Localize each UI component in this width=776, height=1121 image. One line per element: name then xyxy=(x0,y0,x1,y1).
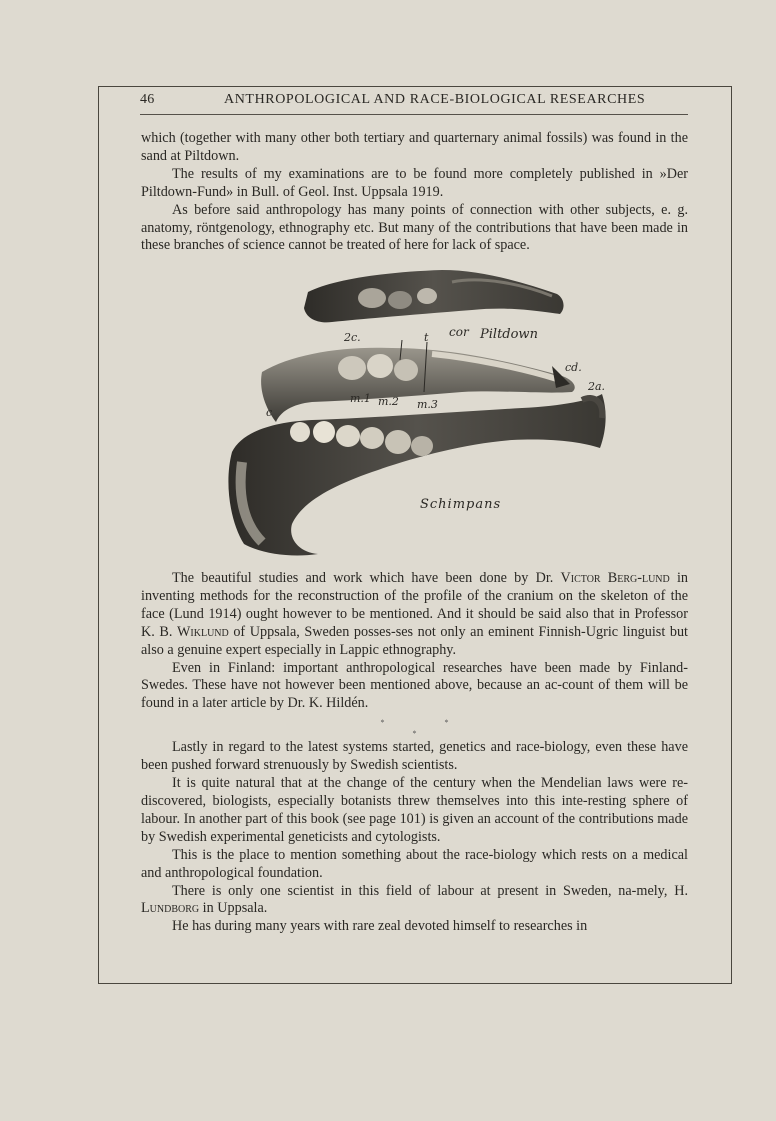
paragraph: As before said anthropology has many points of connection with other subjects, e. g. anatomy, röntgenology, ethnography etc. But many of the contributions that have been made in these branches of science cannot be treated of here for lack of space. xyxy=(141,201,688,254)
separator-star: * xyxy=(444,718,449,728)
paragraph: This is the place to mention something about the race-biology which rests on a medical and anthropological foundation. xyxy=(141,846,688,881)
label-t: t xyxy=(424,331,429,344)
label-m2: m.2 xyxy=(378,395,399,408)
running-title: ANTHROPOLOGICAL AND RACE-BIOLOGICAL RESEARCHES xyxy=(224,92,646,107)
body-text xyxy=(141,570,688,936)
upper-jaw-fragment xyxy=(304,270,564,322)
section-separator xyxy=(141,717,688,739)
text-run: There is only one scientist in this field of labour at present in Sweden, na-mely, H. xyxy=(172,882,688,899)
jaw-comparison-figure xyxy=(222,262,612,562)
header-rule xyxy=(140,114,688,115)
label-schimpans: Schimpans xyxy=(420,497,502,512)
text-run: The beautiful studies and work which have been done by Dr. xyxy=(172,570,561,586)
separator-star: * xyxy=(380,718,385,728)
text-run: in Uppsala. xyxy=(199,900,268,917)
label-2a: 2a. xyxy=(588,380,606,393)
running-header xyxy=(140,92,688,112)
chimpanzee-mandible xyxy=(228,394,605,556)
paragraph: which (together with many other both tertiary and quarternary animal fossils) was found in the sand at Piltdown. xyxy=(141,130,688,164)
paragraph: Even in Finland: important anthropological researches have been made by Finland-Swedes. These have not however been mentioned above, because an ac-count of them will be found in a later article by Dr. K. Hildén. xyxy=(141,659,688,712)
text-run: in inventing methods for the reconstruction of the profile of the cranium on the skeleton of the face (Lund 1914) ought however to be mentioned. And it should be said also that in Professor K. B. xyxy=(141,570,688,640)
text-run: of Uppsala, Sweden posses-ses not only an eminent Finnish-Ugric linguist but also a genuine expert especially in Lappic ethnography. xyxy=(141,623,688,658)
author-name: Victor Berg-lund xyxy=(560,570,670,586)
page-number: 46 xyxy=(140,92,155,107)
separator-star: * xyxy=(412,729,417,739)
label-m1: m.1 xyxy=(350,392,371,405)
label-c: c xyxy=(266,406,273,419)
label-cor: cor xyxy=(449,325,469,339)
label-piltdown: Piltdown xyxy=(480,327,538,342)
author-name: Lundborg xyxy=(141,900,200,917)
label-m3: m.3 xyxy=(417,398,438,411)
author-name: Wiklund xyxy=(177,623,229,640)
paragraph: It is quite natural that at the change of the century when the Mendelian laws were re-discovered, biologists, especially botanists threw themselves into this inte-resting sphere of labour. In another part of this book (see page 101) is given an account of the contributions made by Swedish experimental geneticists and cytologists. xyxy=(141,775,688,845)
paragraph: The results of my examinations are to be found more completely published in »Der Piltdown-Fund» in Bull. of Geol. Inst. Uppsala 1919. xyxy=(141,165,688,200)
paragraph: He has during many years with rare zeal devoted himself to researches in xyxy=(172,918,588,935)
paragraph-berglund xyxy=(141,570,688,660)
label-cd: cd. xyxy=(565,361,582,374)
label-2c: 2c. xyxy=(344,331,361,344)
paragraph-lundborg xyxy=(141,883,688,919)
intro-text xyxy=(141,130,688,255)
paragraph: Lastly in regard to the latest systems started, genetics and race-biology, even these have been pushed forward strenuously by Swedish scientists. xyxy=(141,739,688,774)
